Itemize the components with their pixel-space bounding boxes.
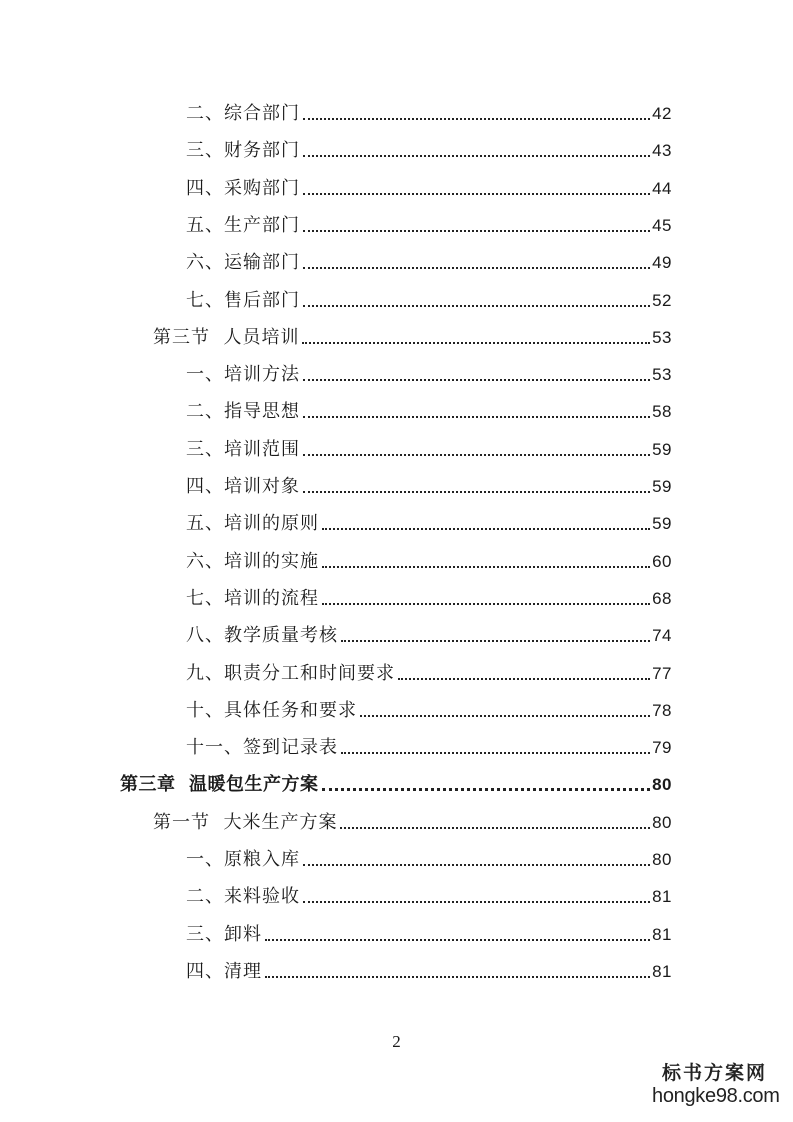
toc-leader-dots: [265, 970, 650, 978]
toc-entry-page: 53: [652, 328, 672, 347]
toc-entry-title: 三、财务部门: [186, 140, 300, 161]
toc-entry-page: 58: [652, 402, 672, 421]
toc-entry-page: 80: [652, 813, 672, 832]
toc-leader-dots: [303, 261, 650, 269]
toc-entry-title: 五、生产部门: [186, 215, 300, 236]
toc-leader-dots: [303, 858, 650, 866]
toc-entry-item[interactable]: [186, 213, 672, 239]
toc-entry-title: 四、采购部门: [186, 178, 300, 199]
toc-leader-dots: [360, 709, 650, 717]
toc-entry-page: 44: [652, 179, 672, 198]
toc-entry-title: 六、培训的实施: [186, 551, 319, 572]
toc-entry-title: 七、培训的流程: [186, 588, 319, 609]
toc-entry-title: 六、运输部门: [186, 252, 300, 273]
toc-entry-title: 二、来料验收: [186, 886, 300, 907]
toc-leader-dots: [303, 112, 650, 120]
toc-entry-page: 81: [652, 962, 672, 981]
toc-leader-dots: [302, 336, 650, 344]
toc-entry-page: 68: [652, 589, 672, 608]
toc-entry-page: 59: [652, 477, 672, 496]
toc-entry-item[interactable]: [186, 698, 672, 724]
toc-entry-page: 59: [652, 514, 672, 533]
toc-entry-page: 59: [652, 440, 672, 459]
toc-entry-title: 四、培训对象: [186, 476, 300, 497]
toc-leader-dots: [303, 373, 650, 381]
toc-entry-item[interactable]: [186, 474, 672, 500]
toc-entry-title: 三、培训范围: [186, 439, 300, 460]
toc-entry-chapter[interactable]: [120, 772, 672, 798]
toc-entry-item[interactable]: [186, 549, 672, 575]
toc-entry-title: 第三节 人员培训: [153, 327, 300, 348]
toc-entry-page: 74: [652, 626, 672, 645]
watermark: [652, 1062, 780, 1108]
toc-entry-title: 七、售后部门: [186, 290, 300, 311]
toc-entry-title: 一、培训方法: [186, 364, 300, 385]
toc-entry-page: 78: [652, 701, 672, 720]
toc-entry-item[interactable]: [186, 511, 672, 537]
toc-entry-page: 43: [652, 141, 672, 160]
toc-entry-title: 第一节 大米生产方案: [153, 812, 338, 833]
watermark-name: 标书方案网: [661, 1062, 767, 1084]
toc-entry-item[interactable]: [186, 250, 672, 276]
toc-entry-item[interactable]: [186, 437, 672, 463]
toc-entry-title: 八、教学质量考核: [186, 625, 338, 646]
toc-leader-dots: [303, 448, 650, 456]
toc-leader-dots: [303, 485, 650, 493]
toc-entry-title: 十、具体任务和要求: [186, 700, 357, 721]
toc-entry-page: 60: [652, 552, 672, 571]
toc-entry-page: 52: [652, 291, 672, 310]
toc-leader-dots: [322, 522, 650, 530]
toc-leader-dots: [303, 149, 650, 157]
toc-entry-item[interactable]: [186, 847, 672, 873]
toc-entry-page: 79: [652, 738, 672, 757]
toc-leader-dots: [341, 634, 650, 642]
toc-entry-section[interactable]: [153, 325, 672, 351]
toc-entry-page: 49: [652, 253, 672, 272]
toc-entry-item[interactable]: [186, 959, 672, 985]
toc-entry-title: 十一、签到记录表: [186, 737, 338, 758]
toc-entry-item[interactable]: [186, 101, 672, 127]
toc-entry-page: 42: [652, 104, 672, 123]
toc-entry-item[interactable]: [186, 922, 672, 948]
toc-entry-item[interactable]: [186, 661, 672, 687]
toc-entry-page: 80: [652, 775, 672, 794]
toc-entry-page: 80: [652, 850, 672, 869]
toc-entry-item[interactable]: [186, 288, 672, 314]
toc-entry-page: 45: [652, 216, 672, 235]
toc-entry-page: 53: [652, 365, 672, 384]
toc-leader-dots: [322, 597, 650, 605]
toc-entry-title: 一、原粮入库: [186, 849, 300, 870]
toc-leader-dots: [303, 895, 650, 903]
toc-entry-item[interactable]: [186, 176, 672, 202]
toc-entry-title: 三、卸料: [186, 924, 262, 945]
toc-entry-item[interactable]: [186, 623, 672, 649]
toc-entry-item[interactable]: [186, 362, 672, 388]
toc-leader-dots: [341, 746, 650, 754]
toc-entry-item[interactable]: [186, 399, 672, 425]
toc-entry-title: 五、培训的原则: [186, 513, 319, 534]
toc-entry-title: 九、职责分工和时间要求: [186, 663, 395, 684]
toc-entry-page: 81: [652, 887, 672, 906]
toc-leader-dots: [322, 560, 650, 568]
toc-leader-dots: [303, 299, 650, 307]
toc-entry-section[interactable]: [153, 810, 672, 836]
page-number: 2: [392, 1032, 401, 1051]
toc-entry-page: 81: [652, 925, 672, 944]
toc-entry-item[interactable]: [186, 586, 672, 612]
toc-entry-title: 二、综合部门: [186, 103, 300, 124]
toc-leader-dots: [303, 224, 650, 232]
toc-leader-dots: [265, 933, 650, 941]
toc-entry-page: 77: [652, 664, 672, 683]
toc-entry-title: 第三章 温暖包生产方案: [120, 774, 319, 795]
toc-leader-dots: [398, 672, 650, 680]
toc-entry-item[interactable]: [186, 735, 672, 761]
watermark-url: hongke98.com: [652, 1085, 780, 1107]
toc-leader-dots: [303, 410, 650, 418]
toc-entry-item[interactable]: [186, 884, 672, 910]
toc-entry-title: 四、清理: [186, 961, 262, 982]
toc-leader-dots: [322, 782, 651, 791]
toc-leader-dots: [303, 187, 650, 195]
toc-entry-title: 二、指导思想: [186, 401, 300, 422]
toc-entry-item[interactable]: [186, 138, 672, 164]
toc-leader-dots: [340, 821, 650, 829]
